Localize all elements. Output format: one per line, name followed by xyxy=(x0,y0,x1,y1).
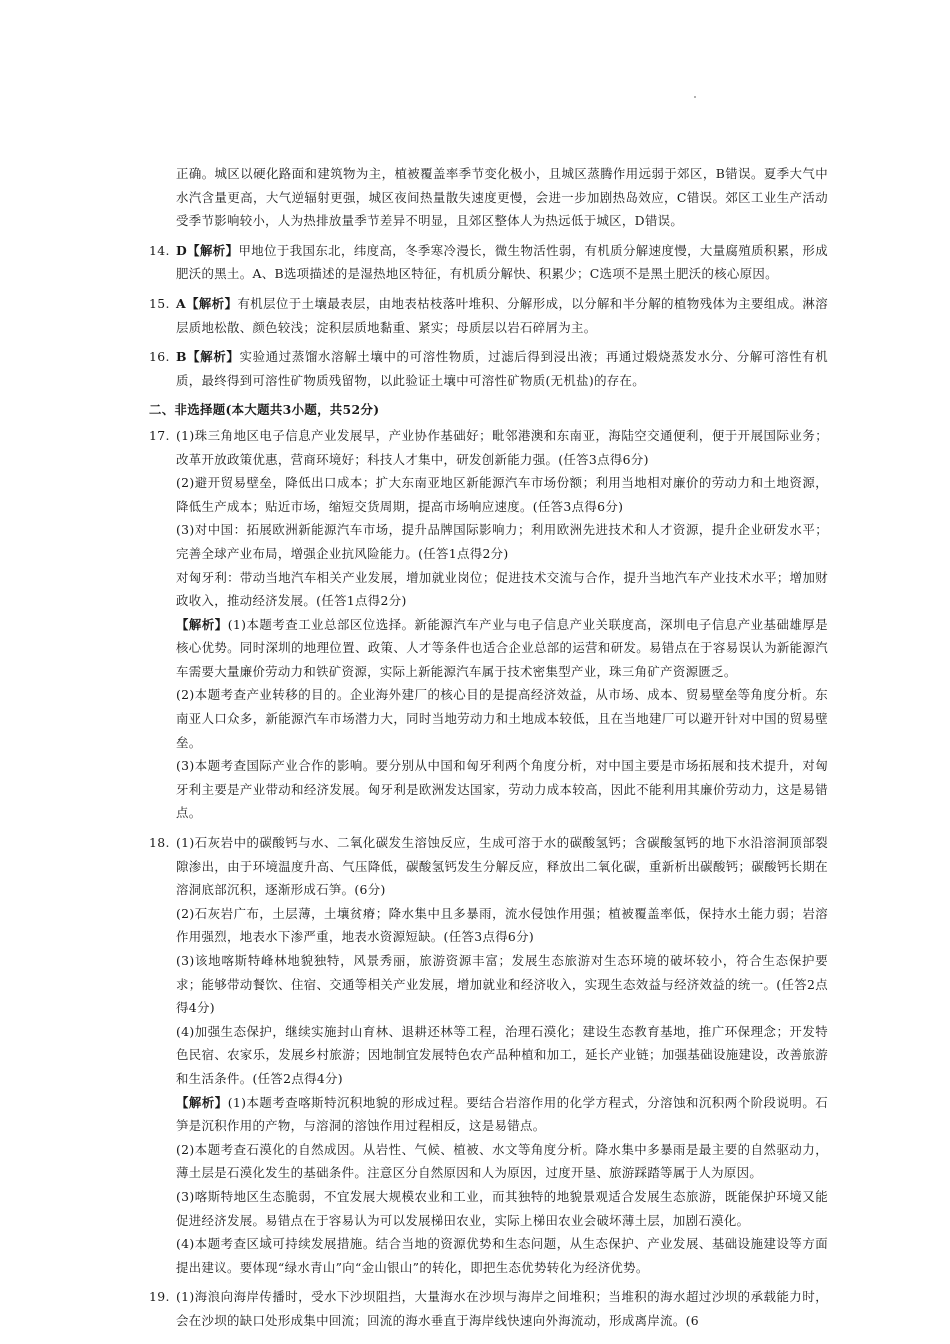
answer-text: (1)珠三角地区电子信息产业发展早，产业协作基础好；毗邻港澳和东南亚，海陆空交通便利，便于开展国际业务；改革开放政策优惠，营商环境好；科技人才集中，研发创新能力强。(任答3点得6分) xyxy=(176,427,828,467)
answer-body xyxy=(176,292,828,339)
answer-text: (3)对中国：拓展欧洲新能源汽车市场，提升品牌国际影响力；利用欧洲先进技术和人才资源，提升企业研发水平；完善全球产业布局，增强企业抗风险能力。(任答1点得2分) xyxy=(176,522,828,561)
section-title: 二、非选择题(本大题共3小题，共52分) xyxy=(149,402,380,418)
answer-text: (3)本题考查国际产业合作的影响。要分别从中国和匈牙利两个角度分析，对中国主要是市场拓展和技术提升，对匈牙利主要是产业带动和经济发展。匈牙利是欧洲发达国家，劳动力成本较高，因此不能利用其廉价劳动力，这是易错点。 xyxy=(176,758,828,821)
answer-paragraph xyxy=(176,424,828,471)
answer-paragraph xyxy=(176,831,828,902)
answer-paragraph xyxy=(176,1285,828,1332)
answer-paragraph xyxy=(176,1091,828,1138)
answer-paragraph xyxy=(176,239,828,286)
answer-body xyxy=(176,239,828,286)
question-answer-18 xyxy=(149,831,828,1279)
answer-text: (2)石灰岩广布，土层薄，土壤贫瘠；降水集中且多暴雨，流水侵蚀作用强；植被覆盖率低，保持水土能力弱；岩溶作用强烈，地表水下渗严重，地表水资源短缺。(任答3点得6分) xyxy=(176,905,828,945)
answer-text: (3)喀斯特地区生态脆弱，不宜发展大规模农业和工业，而其独特的地貌景观适合发展生态旅游，既能保护环境又能促进经济发展。易错点在于容易认为可以发展梯田农业，实际上梯田农业会破坏薄土层，加剧石漠化。 xyxy=(176,1188,828,1228)
answer-text: 对匈牙利：带动当地汽车相关产业发展，增加就业岗位；促进技术交流与合作，提升当地汽车产业技术水平；增加财政收入，推动经济发展。(任答1点得2分) xyxy=(176,569,828,609)
question-number: 18. xyxy=(149,835,170,851)
answer-text: 【解析】(1)本题考查喀斯特沉积地貌的形成过程。要结合岩溶作用的化学方程式，分溶蚀和沉积两个阶段说明。石笋是沉积作用的产物，与溶洞的溶蚀作用过程相反，这是易错点。 xyxy=(176,1094,828,1134)
answer-text: (2)避开贸易壁垒，降低出口成本；扩大东南亚地区新能源汽车市场份额；利用当地相对廉价的劳动力和土地资源，降低生产成本；贴近市场，缩短交货周期，提高市场响应速度。(任答3点得6分) xyxy=(176,475,828,514)
question-number: 16. xyxy=(149,349,170,365)
answer-paragraph xyxy=(176,1020,828,1091)
answer-paragraph xyxy=(176,754,828,825)
answer-paragraph xyxy=(176,566,828,613)
answer-paragraph xyxy=(176,345,828,392)
question-answer-14 xyxy=(149,239,828,286)
answer-text: (4)加强生态保护，继续实施封山育林、退耕还林等工程，治理石漠化；建设生态教育基地，推广环保理念；开发特色民宿、农家乐，发展乡村旅游；因地制宜发展特色农产品种植和加工，延长产业链；加强基础设施建设，改善旅游和生活条件。(任答2点得4分) xyxy=(176,1023,828,1086)
question-answer-16 xyxy=(149,345,828,392)
answer-body xyxy=(176,424,828,825)
answer-paragraph xyxy=(176,949,828,1020)
answer-text: 甲地位于我国东北，纬度高，冬季寒冷漫长，微生物活性弱，有机质分解速度慢，大量腐殖质积累，形成肥沃的黑土。A、B选项描述的是湿热地区特征，有机质分解快、积累少；C选项不是黑土肥沃的核心原因。 xyxy=(176,242,828,282)
answer-text: (4)本题考查区域可持续发展措施。结合当地的资源优势和生态问题，从生态保护、产业发展、基础设施建设等方面提出建议。要体现“绿水青山”向“金山银山”的转化，即把生态优势转化为经济优势。 xyxy=(176,1236,828,1275)
answer-body xyxy=(176,1285,828,1332)
answer-text: (2)本题考查产业转移的目的。企业海外建厂的核心目的是提高经济效益，从市场、成本、贸易壁垒等角度分析。东南亚人口众多，新能源汽车市场潜力大，同时当地劳动力和土地成本较低，且在当地建厂可以避开针对中国的贸易壁垒。 xyxy=(176,687,828,750)
answer-paragraph xyxy=(176,1185,828,1232)
question-number: 14. xyxy=(149,242,170,258)
open-answers xyxy=(149,424,828,1333)
answer-content xyxy=(149,162,828,1339)
question-number: 17. xyxy=(149,427,170,443)
question-number: 15. xyxy=(149,295,170,311)
answer-text: 有机层位于土壤最表层，由地表枯枝落叶堆积、分解形成，以分解和半分解的植物残体为主要组成。淋溶层质地松散、颜色较浅；淀积层质地黏重、紧实；母质层以岩石碎屑为主。 xyxy=(176,295,828,335)
answer-paragraph xyxy=(176,1138,828,1185)
continuation-paragraph: 正确。城区以硬化路面和建筑物为主，植被覆盖率季节变化极小，且城区蒸腾作用远弱于郊区，B错误。夏季大气中水汽含量更高，大气逆辐射更强，城区夜间热量散失速度更慢，会进一步加剧热岛效应，C错误。郊区工业生产活动受季节影响较小，人为热排放量季节差异不明显，且郊区整体人为热远低于城区，D错误。 xyxy=(176,166,828,229)
answer-text: (2)本题考查石漠化的自然成因。从岩性、气候、植被、水文等角度分析。降水集中多暴雨是最主要的自然驱动力，薄土层是石漠化发生的基础条件。注意区分自然原因和人为原因，过度开垦、旅游踩踏等属于人为原因。 xyxy=(176,1141,828,1181)
answer-paragraph xyxy=(176,518,828,565)
answer-paragraph xyxy=(176,613,828,684)
question-answer-19 xyxy=(149,1285,828,1332)
answer-choice-label: D【解析】 xyxy=(176,242,239,258)
answer-paragraph xyxy=(176,471,828,518)
answer-choice-label: B【解析】 xyxy=(176,349,240,365)
question-answer-17 xyxy=(149,424,828,825)
answer-text: (1)石灰岩中的碳酸钙与水、二氧化碳发生溶蚀反应，生成可溶于水的碳酸氢钙；含碳酸氢钙的地下水沿溶洞顶部裂隙渗出，由于环境温度升高、气压降低，碳酸氢钙发生分解反应，释放出二氧化碳，重新析出碳酸钙；碳酸钙长期在溶洞底部沉积，逐渐形成石笋。(6分) xyxy=(176,835,828,898)
answer-paragraph xyxy=(176,902,828,949)
answer-text: (1)海浪向海岸传播时，受水下沙坝阻挡，大量海水在沙坝与海岸之间堆积；当堆积的海水超过沙坝的承载能力时，会在沙坝的缺口处形成集中回流；回流的海水垂直于海岸线快速向外海流动，形成离岸流。(6 xyxy=(176,1289,828,1328)
answer-paragraph xyxy=(176,683,828,754)
question-number: 19. xyxy=(149,1289,170,1305)
scan-speck xyxy=(694,96,696,98)
answer-body xyxy=(176,345,828,392)
answer-text: 实验通过蒸馏水溶解土壤中的可溶性物质，过滤后得到浸出液；再通过煅烧蒸发水分、分解可溶性有机质，最终得到可溶性矿物质残留物，以此验证土壤中可溶性矿物质(无机盐)的存在。 xyxy=(176,349,828,388)
answer-paragraph xyxy=(176,1232,828,1279)
answer-paragraph xyxy=(176,292,828,339)
answer-choice-label: A【解析】 xyxy=(176,295,238,311)
choice-answers xyxy=(149,239,828,393)
answer-text: (3)该地喀斯特峰林地貌独特，风景秀丽，旅游资源丰富；发展生态旅游对生态环境的破坏较小，符合生态保护要求；能够带动餐饮、住宿、交通等相关产业发展，增加就业和经济收入，实现生态效益与经济效益的统一。(任答2点得4分) xyxy=(176,953,828,1016)
answer-body xyxy=(176,831,828,1279)
answer-text: 【解析】(1)本题考查工业总部区位选择。新能源汽车产业与电子信息产业关联度高，深圳电子信息产业基础雄厚是核心优势。同时深圳的地理位置、政策、人才等条件也适合企业总部的运营和研发。易错点在于容易误认为新能源汽车需要大量廉价劳动力和铁矿资源，实际上新能源汽车属于技术密集型产业，珠三角矿产资源匮乏。 xyxy=(176,616,828,679)
question-answer-15 xyxy=(149,292,828,339)
